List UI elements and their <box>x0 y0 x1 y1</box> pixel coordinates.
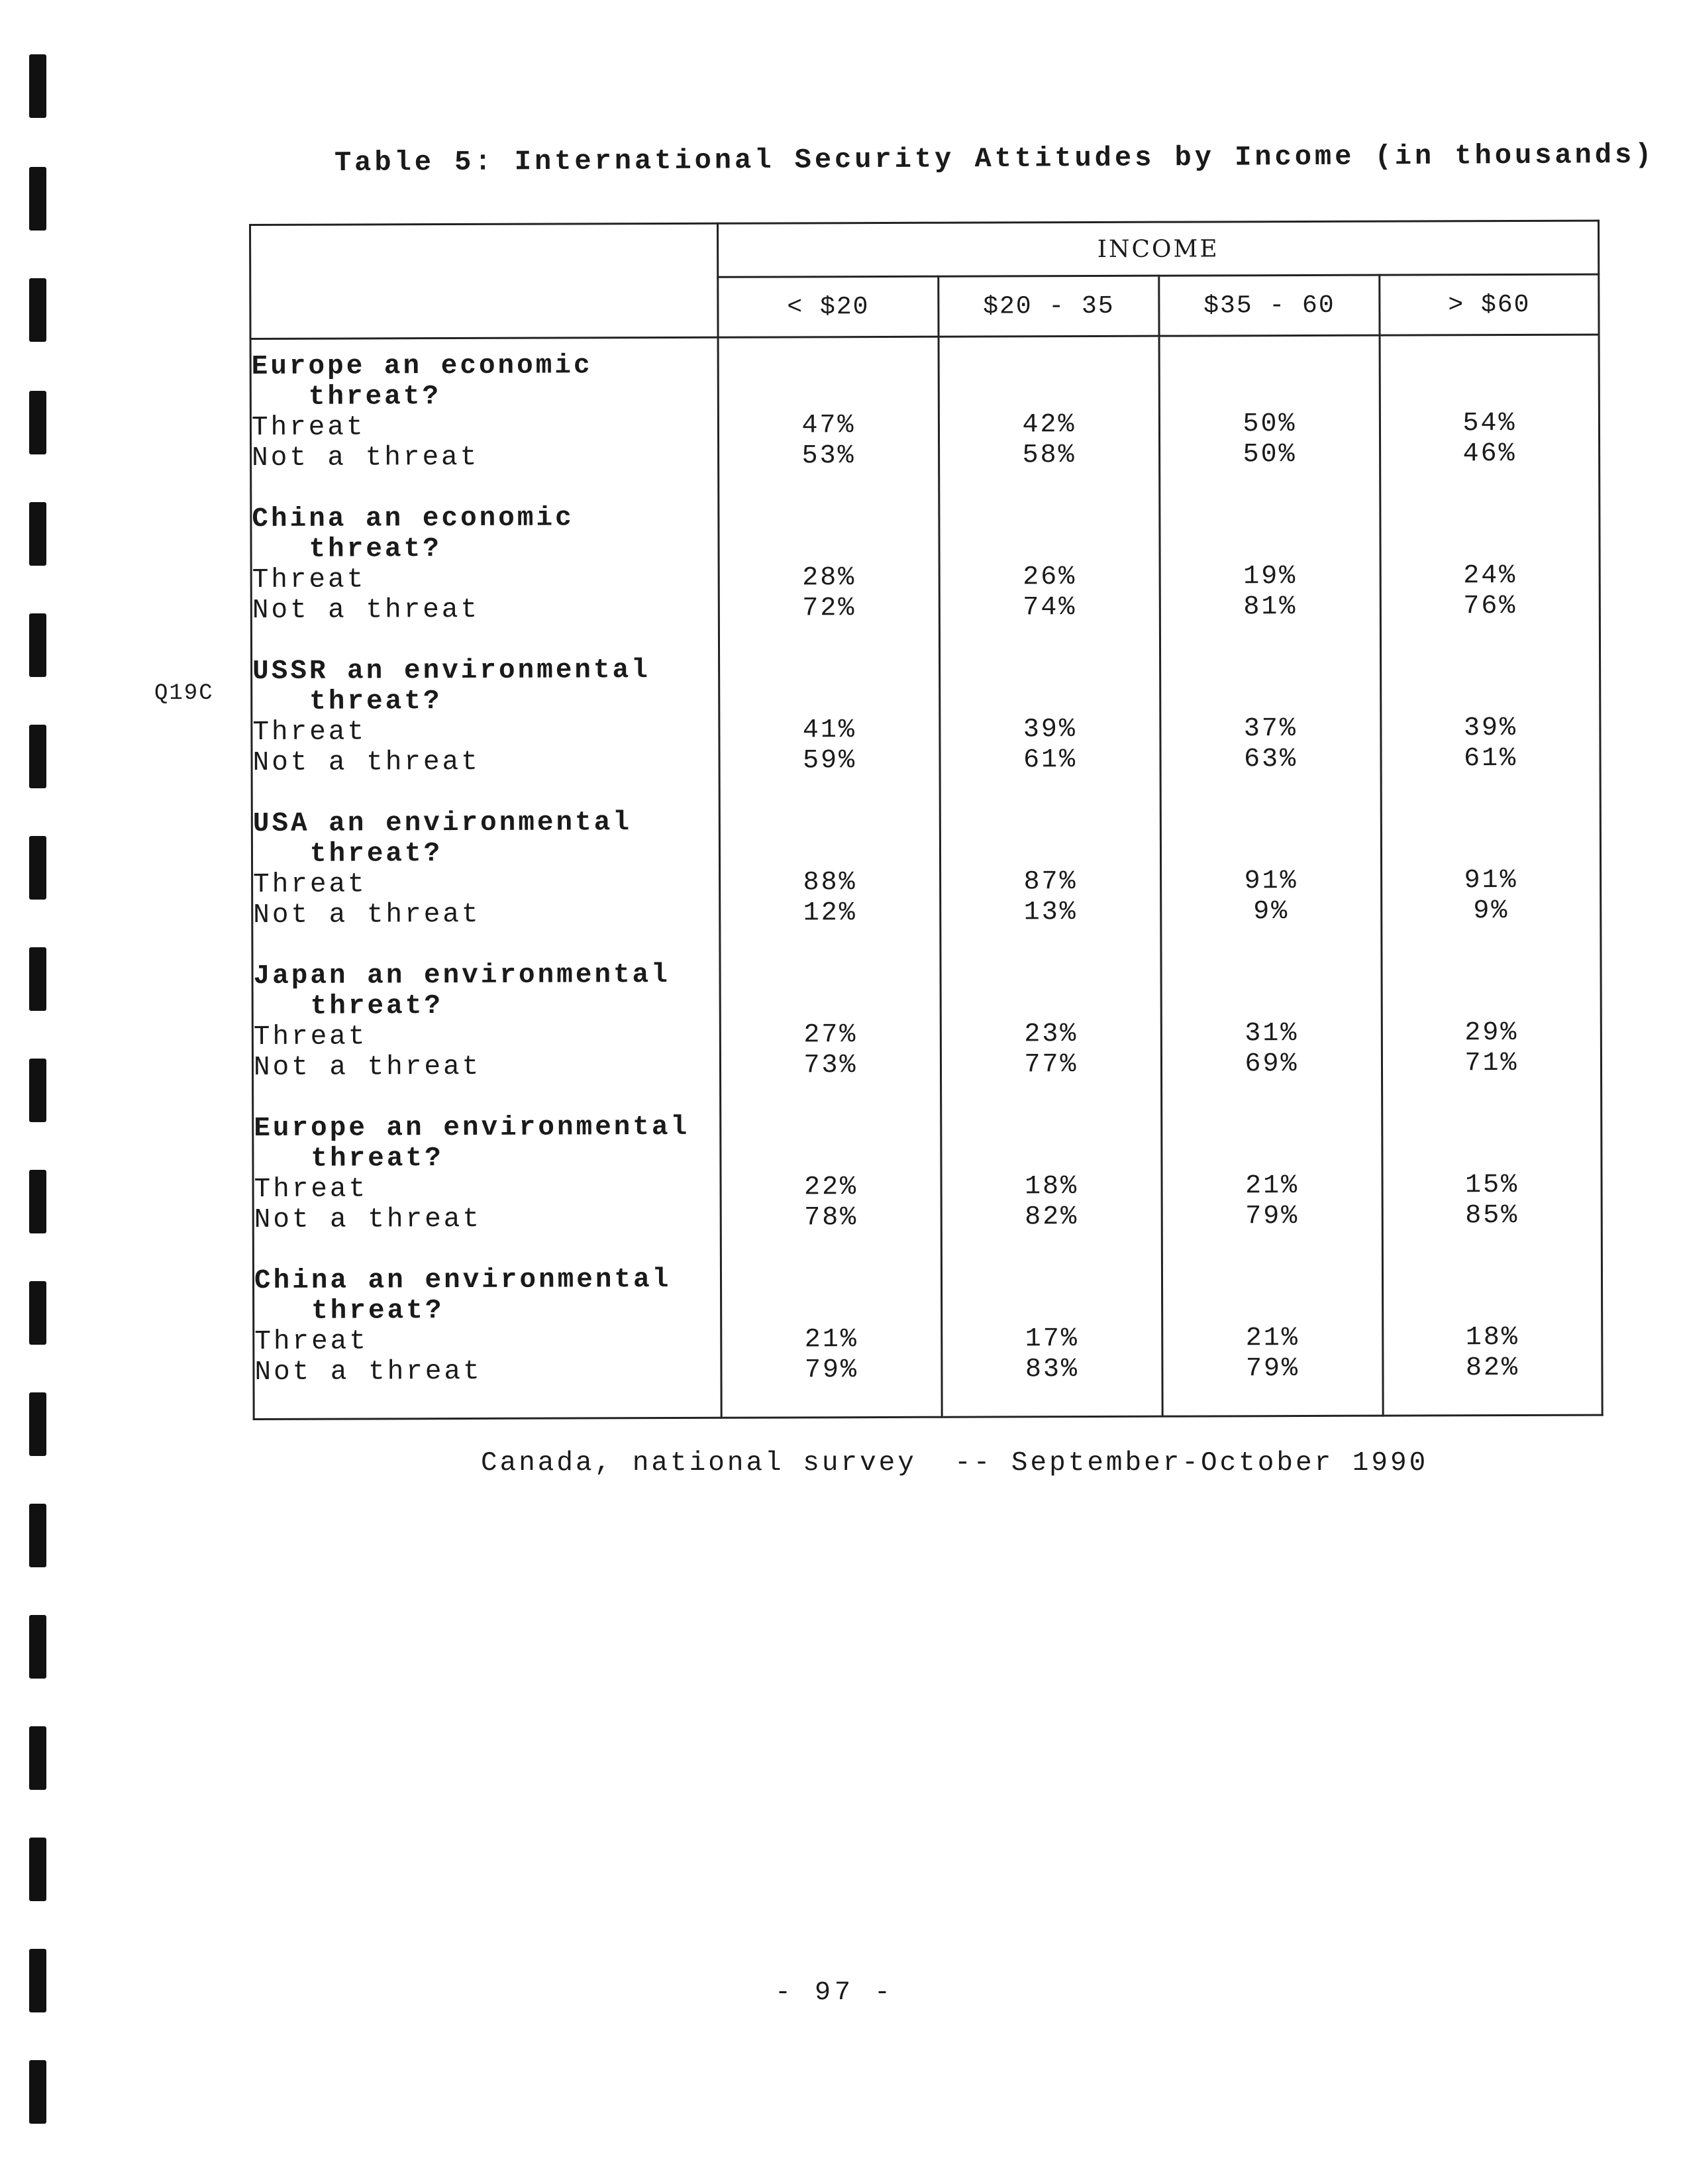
question-code-label: Q19C <box>154 681 214 706</box>
value-group <box>1384 1262 1602 1415</box>
header-row <box>250 221 1599 278</box>
binder-mark <box>29 613 46 677</box>
not-threat-value: 63% <box>1243 745 1298 775</box>
column-header-35-60: $35 - 60 <box>1159 275 1380 336</box>
value-group <box>721 959 940 1112</box>
question-group <box>254 1112 720 1266</box>
survey-source-note: Canada, national survey -- September-October 1990 <box>481 1448 1429 1479</box>
blank-header-cell <box>250 223 719 338</box>
not-threat-label: Not a threat <box>254 1204 482 1235</box>
column-header-over-60: > $60 <box>1380 274 1599 335</box>
threat-value: 47% <box>801 411 856 441</box>
threat-label: Threat <box>252 717 367 748</box>
threat-value: 27% <box>803 1020 858 1051</box>
threat-value: 18% <box>1024 1172 1079 1202</box>
value-group <box>720 654 939 807</box>
value-group <box>942 1111 1161 1264</box>
not-threat-value: 83% <box>1025 1355 1080 1385</box>
binder-mark <box>29 54 46 118</box>
value-group <box>719 502 939 655</box>
value-group <box>721 1112 941 1265</box>
binder-mark <box>29 1059 46 1122</box>
threat-value: 21% <box>1245 1324 1300 1354</box>
not-threat-label: Not a threat <box>253 1051 482 1083</box>
value-group <box>721 807 940 960</box>
threat-value: 87% <box>1023 867 1078 898</box>
page-number: - 97 - <box>775 1978 895 2008</box>
value-group <box>1160 348 1380 501</box>
threat-value: 39% <box>1463 713 1518 744</box>
binder-mark <box>29 1170 46 1233</box>
value-group <box>1161 653 1380 806</box>
value-group <box>722 1264 941 1417</box>
value-group <box>1163 1263 1382 1416</box>
not-threat-value: 58% <box>1022 441 1076 471</box>
question-text: China an economic threat? <box>252 503 574 565</box>
threat-value: 88% <box>803 868 857 898</box>
threat-value: 41% <box>802 715 856 746</box>
value-group <box>1160 501 1380 654</box>
value-group <box>1162 1110 1382 1263</box>
threat-value: 21% <box>1245 1171 1300 1202</box>
value-group <box>940 501 1159 654</box>
not-threat-value: 61% <box>1463 743 1518 774</box>
value-group <box>1382 652 1600 806</box>
values-column-over-60 <box>1380 335 1602 1416</box>
column-header-under-20: < $20 <box>718 276 939 337</box>
binder-mark <box>29 2060 46 2124</box>
not-threat-value: 79% <box>1245 1202 1300 1232</box>
not-threat-value: 77% <box>1024 1050 1078 1080</box>
not-threat-value: 72% <box>802 594 856 624</box>
value-group <box>1382 957 1600 1110</box>
not-threat-value: 78% <box>804 1203 858 1233</box>
binder-mark <box>29 167 46 231</box>
threat-value: 24% <box>1463 560 1517 592</box>
not-threat-label: Not a threat <box>252 747 480 778</box>
question-text: Europe an economic threat? <box>251 350 593 413</box>
income-table <box>249 220 1604 1420</box>
question-text: USSR an environmental threat? <box>252 655 650 717</box>
question-label-column <box>250 337 721 1419</box>
not-threat-label: Not a threat <box>252 442 480 474</box>
binder-mark <box>29 391 46 454</box>
not-threat-value: 71% <box>1464 1048 1519 1079</box>
not-threat-value: 61% <box>1023 745 1078 776</box>
value-group <box>1162 958 1381 1111</box>
value-group <box>941 959 1160 1112</box>
question-group <box>252 350 718 504</box>
not-threat-label: Not a threat <box>253 899 481 931</box>
threat-value: 23% <box>1024 1019 1078 1050</box>
binder-mark <box>29 278 46 342</box>
binder-mark <box>29 1615 46 1679</box>
value-group <box>1382 805 1600 958</box>
threat-value: 42% <box>1022 410 1076 441</box>
threat-value: 17% <box>1025 1324 1079 1355</box>
values-column-35-60 <box>1159 335 1383 1416</box>
not-threat-value: 50% <box>1243 440 1297 470</box>
threat-value: 22% <box>803 1172 858 1203</box>
income-group-header: INCOME <box>718 221 1599 277</box>
not-threat-value: 82% <box>1465 1353 1520 1384</box>
value-group <box>1381 500 1599 653</box>
threat-label: Threat <box>254 1326 368 1357</box>
question-group <box>254 1265 721 1418</box>
question-text: China an environmental threat? <box>254 1265 672 1327</box>
threat-value: 91% <box>1464 865 1518 896</box>
binder-mark <box>29 1726 46 1790</box>
question-text: Japan an environmental threat? <box>253 960 670 1022</box>
question-group <box>253 960 719 1114</box>
column-header-20-35: $20 - 35 <box>939 276 1159 337</box>
threat-label: Threat <box>254 1174 368 1205</box>
question-group <box>253 807 719 961</box>
page-title: Table 5: International Security Attitudes by Income (in thousands) <box>334 138 1655 179</box>
not-threat-value: 9% <box>1253 897 1290 927</box>
not-threat-value: 59% <box>802 746 857 776</box>
threat-value: 28% <box>802 563 856 594</box>
threat-label: Threat <box>252 564 366 596</box>
binder-mark <box>29 725 46 788</box>
not-threat-value: 76% <box>1463 591 1517 622</box>
question-text: Europe an environmental threat? <box>254 1112 690 1174</box>
threat-value: 39% <box>1023 715 1077 745</box>
question-group <box>252 503 718 656</box>
not-threat-value: 85% <box>1465 1200 1519 1231</box>
not-threat-value: 82% <box>1025 1202 1079 1233</box>
threat-value: 15% <box>1465 1170 1519 1201</box>
value-group <box>1162 806 1381 959</box>
binder-mark <box>29 836 46 900</box>
binder-mark <box>29 1838 46 1901</box>
question-text: USA an environmental threat? <box>252 807 633 870</box>
threat-value: 19% <box>1243 562 1298 592</box>
not-threat-label: Not a threat <box>252 594 480 626</box>
not-threat-value: 79% <box>1245 1354 1300 1384</box>
not-threat-value: 69% <box>1245 1049 1299 1080</box>
question-group <box>252 655 719 809</box>
not-threat-value: 9% <box>1473 896 1509 927</box>
binder-mark <box>29 947 46 1011</box>
threat-label: Threat <box>253 869 367 900</box>
value-group <box>943 1263 1162 1416</box>
value-group <box>1381 348 1599 501</box>
not-threat-value: 74% <box>1023 593 1077 623</box>
binder-mark <box>29 502 46 566</box>
table-body-row <box>250 335 1602 1419</box>
threat-value: 18% <box>1465 1322 1519 1353</box>
binder-mark <box>29 1281 46 1345</box>
threat-value: 26% <box>1023 562 1077 593</box>
threat-value: 54% <box>1462 408 1517 439</box>
threat-label: Threat <box>253 1021 368 1053</box>
threat-value: 37% <box>1243 714 1298 745</box>
not-threat-value: 81% <box>1243 592 1298 623</box>
binder-mark <box>29 1949 46 2012</box>
not-threat-label: Not a threat <box>254 1356 482 1388</box>
binder-mark <box>29 1392 46 1456</box>
value-group <box>719 350 939 503</box>
value-group <box>940 349 1159 502</box>
values-column-20-35 <box>939 336 1162 1417</box>
not-threat-value: 13% <box>1023 898 1078 928</box>
value-group <box>1383 1110 1601 1263</box>
binder-mark <box>29 1504 46 1567</box>
threat-value: 29% <box>1464 1017 1519 1049</box>
not-threat-value: 79% <box>804 1355 859 1386</box>
threat-value: 31% <box>1245 1019 1299 1049</box>
value-group <box>941 654 1160 807</box>
threat-value: 50% <box>1243 409 1297 440</box>
threat-value: 21% <box>804 1325 858 1355</box>
not-threat-value: 12% <box>803 898 857 929</box>
threat-label: Threat <box>251 412 366 443</box>
not-threat-value: 46% <box>1462 439 1517 470</box>
values-column-under-20 <box>718 337 942 1418</box>
not-threat-value: 53% <box>801 441 856 472</box>
value-group <box>941 806 1160 959</box>
not-threat-value: 73% <box>803 1051 858 1081</box>
threat-value: 91% <box>1244 866 1298 897</box>
